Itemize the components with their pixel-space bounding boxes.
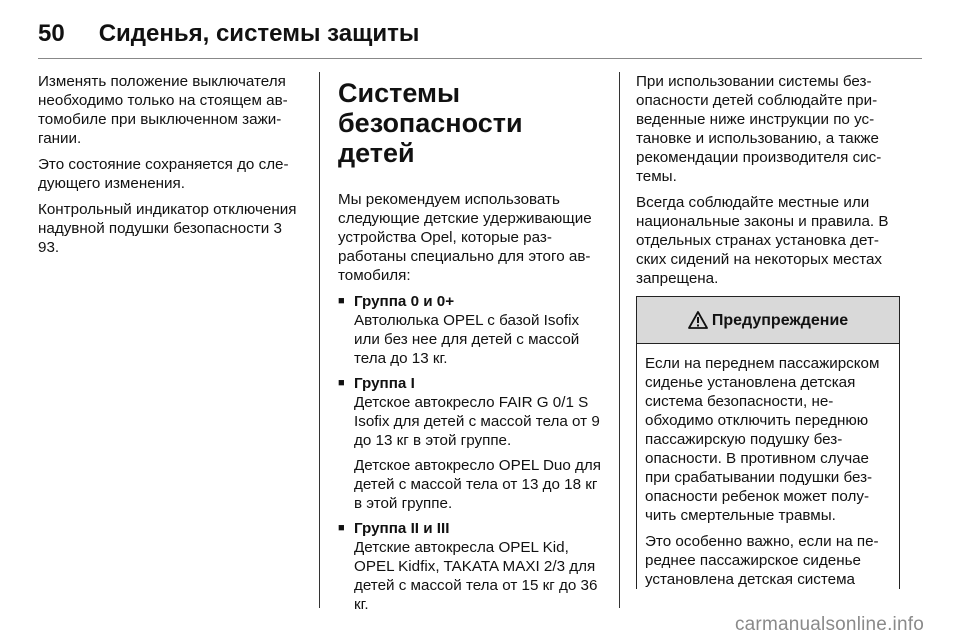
- group-title: Группа 0 и 0+: [354, 293, 455, 310]
- column-divider-2: [619, 72, 620, 608]
- paragraph: При использовании системы безопасности детей соблюдайте приведенные ниже инструкции по установке и использованию, а также рекомендации производителя системы.: [636, 73, 882, 185]
- page-number: 50: [38, 20, 65, 47]
- page-title: Сиденья, системы защиты: [98, 20, 420, 47]
- column-1: [38, 72, 302, 264]
- page-ref-arrow-icon: 3: [273, 220, 282, 237]
- paragraph: Изменять положение выключателя необходимо только на стоящем автомобиле при выключенном зажигании.: [38, 73, 288, 147]
- warning-paragraph: Это особенно важно, если на переднее пассажирское сиденье установлена детская система: [645, 533, 879, 588]
- paragraph: Это состояние сохраняется до следующего изменения.: [38, 156, 289, 192]
- warning-paragraph: Если на переднем пассажирском сиденье установлена детская система безопасности, необходимо отключить переднюю пассажирскую подушку безопасности. В противном случае при срабатывании подушки безопасности ребенок может получить смертельные травмы.: [645, 355, 880, 524]
- page-ref-link[interactable]: 93.: [38, 239, 60, 256]
- bullet-square-icon: ■: [338, 295, 345, 307]
- group-text: Детское автокресло OPEL Duo для детей с массой тела от 13 до 18 кг в этой группе.: [354, 457, 601, 512]
- warning-title: Предупреждение: [711, 311, 849, 329]
- column-2: [338, 72, 602, 620]
- bullet-square-icon: ■: [338, 522, 345, 534]
- column-divider-1: [319, 72, 320, 608]
- header-rule: [38, 58, 922, 59]
- bullet-square-icon: ■: [338, 377, 345, 389]
- warning-header: [637, 296, 899, 344]
- section-heading: Системы безопасности детей: [338, 78, 523, 168]
- group-title: Группа I: [354, 375, 415, 392]
- column-3: [636, 72, 900, 596]
- group-title: Группа II и III: [354, 520, 450, 537]
- list-item: [338, 292, 602, 368]
- group-text: Детские автокресла OPEL Kid, OPEL Kidfix, TAKATA MAXI 2/3 для детей с массой тела от 15 кг до 36 кг.: [354, 539, 598, 613]
- list-item: [338, 374, 602, 513]
- paragraph-airbag-indicator: [38, 200, 302, 257]
- page-header: [38, 16, 419, 52]
- watermark: carmanualsonline.info: [734, 614, 924, 635]
- paragraph-text: Контрольный индикатор отключения надувной подушки безопасности: [38, 201, 297, 237]
- warning-triangle-icon: [688, 311, 708, 329]
- group-text: Автолюлька OPEL с базой Isofix или без нее для детей с массой тела до 13 кг.: [354, 312, 580, 367]
- list-item: [338, 519, 602, 614]
- warning-box: [636, 296, 900, 589]
- paragraph: Всегда соблюдайте местные или национальные законы и правила. В отдельных странах установка детских сидений на некоторых местах запрещена.: [636, 194, 889, 287]
- warning-body: [637, 344, 899, 589]
- group-text: Детское автокресло FAIR G 0/1 S Isofix для детей с массой тела от 9 до 13 кг в этой группе.: [354, 394, 600, 449]
- intro-paragraph: Мы рекомендуем использовать следующие детские удерживающие устройства Opel, которые разработаны специально для этого автомобиля:: [338, 191, 592, 284]
